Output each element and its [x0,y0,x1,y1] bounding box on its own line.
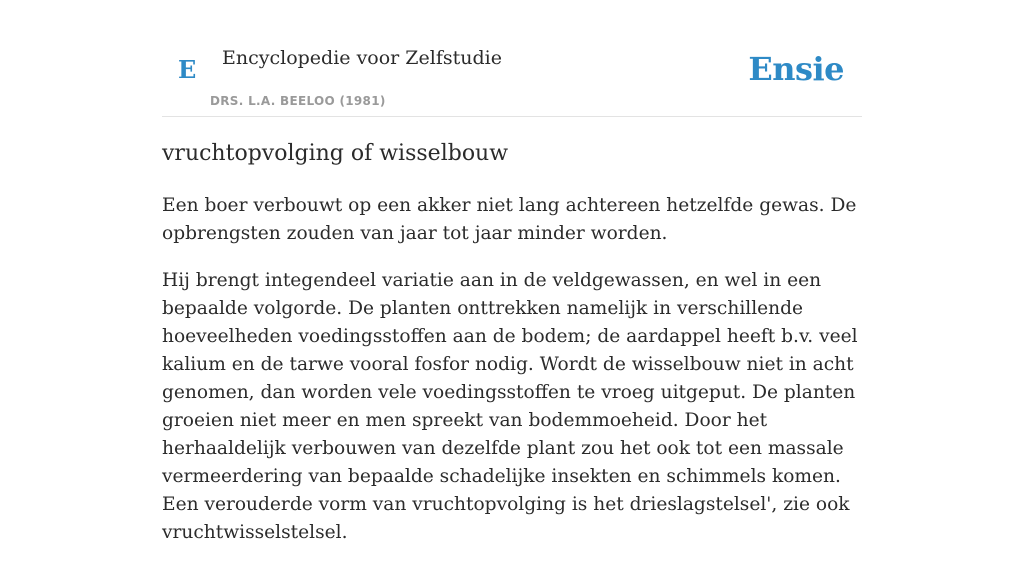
article-paragraph: Een boer verbouwt op een akker niet lang achtereen hetzelfde gewas. De opbrengsten zouden van jaar tot jaar minder worden. [162,195,857,244]
article-body [162,192,862,566]
book-title[interactable]: Encyclopedie voor Zelfstudie [222,47,502,69]
author-byline: DRS. L.A. BEELOO (1981) [210,94,386,108]
article-title: vruchtopvolging of wisselbouw [162,141,509,166]
article-paragraph: Hij brengt integendeel variatie aan in de veldgewassen, en wel in een bepaalde volgorde. De planten onttrekken namelijk in verschillende hoeveelheden voedingsstoffen aan de bodem; de aardappel heeft b.v. veel kalium en de tarwe vooral fosfor nodig. Wordt de wisselbouw niet in acht genomen, dan worden vele voedingsstoffen te vroeg uitgeput. De planten groeien niet meer en men spreekt van bodemmoeheid. Door het herhaaldelijk verbouwen van dezelfde plant zou het ook tot een massale vermeerdering van bepaalde schadelijke insekten en schimmels komen. Een verouderde vorm van vruchtopvolging is het drieslagstelsel', zie ook vruchtwisselstelsel. [162,270,858,543]
page-header [162,0,862,117]
ensie-brand-link[interactable]: Ensie [748,50,844,88]
page [162,0,862,543]
source-logo-icon: E [178,55,197,84]
